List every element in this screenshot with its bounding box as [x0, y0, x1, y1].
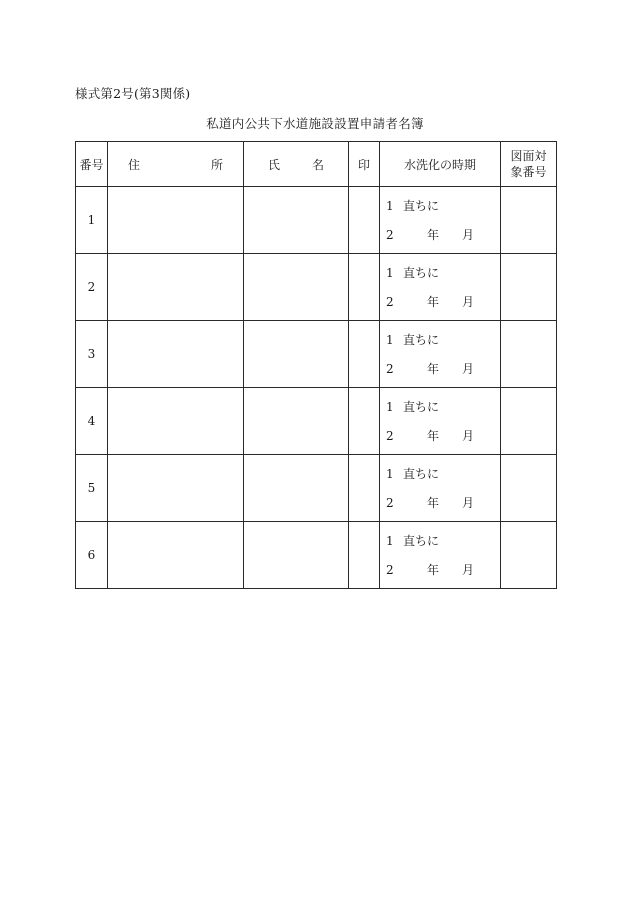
timing-cell[interactable]	[380, 254, 501, 321]
row-number: 1	[76, 187, 108, 254]
header-map-ref-label: 図面対象番号	[510, 149, 547, 179]
name-cell[interactable]	[244, 187, 349, 254]
seal-cell[interactable]	[349, 388, 380, 455]
header-row	[76, 142, 557, 187]
option-1-number: 1	[386, 533, 394, 548]
row-number: 2	[76, 254, 108, 321]
timing-option-immediately	[386, 526, 500, 555]
option-2-year: 年	[427, 429, 440, 443]
seal-cell[interactable]	[349, 455, 380, 522]
table-row	[76, 455, 557, 522]
option-1-number: 1	[386, 399, 394, 414]
timing-cell[interactable]	[380, 187, 501, 254]
option-2-number: 2	[386, 294, 394, 309]
address-cell[interactable]	[108, 254, 244, 321]
header-number: 番号	[76, 142, 108, 187]
map-ref-cell[interactable]	[501, 321, 557, 388]
option-2-number: 2	[386, 428, 394, 443]
option-2-year: 年	[427, 228, 440, 242]
seal-cell[interactable]	[349, 187, 380, 254]
timing-option-immediately	[386, 325, 500, 354]
table-row	[76, 187, 557, 254]
timing-option-date	[386, 488, 500, 517]
header-name-char-2: 名	[311, 157, 324, 172]
option-2-year: 年	[427, 496, 440, 510]
timing-option-date	[386, 287, 500, 316]
option-2-number: 2	[386, 495, 394, 510]
row-number: 5	[76, 455, 108, 522]
option-1-number: 1	[386, 265, 394, 280]
option-2-month: 月	[462, 362, 475, 376]
option-1-text: 直ちに	[403, 266, 440, 280]
timing-option-immediately	[386, 258, 500, 287]
option-2-month: 月	[462, 295, 475, 309]
timing-option-date	[386, 354, 500, 383]
option-1-number: 1	[386, 198, 394, 213]
header-address	[108, 142, 244, 187]
address-cell[interactable]	[108, 388, 244, 455]
name-cell[interactable]	[244, 522, 349, 589]
option-1-text: 直ちに	[403, 467, 440, 481]
name-cell[interactable]	[244, 388, 349, 455]
option-1-number: 1	[386, 332, 394, 347]
option-2-year: 年	[427, 295, 440, 309]
timing-option-immediately	[386, 459, 500, 488]
address-cell[interactable]	[108, 187, 244, 254]
option-1-text: 直ちに	[403, 333, 440, 347]
map-ref-cell[interactable]	[501, 254, 557, 321]
timing-cell[interactable]	[380, 388, 501, 455]
table-row	[76, 254, 557, 321]
header-address-char-1: 住	[128, 157, 141, 172]
name-cell[interactable]	[244, 455, 349, 522]
header-name	[244, 142, 349, 187]
option-1-text: 直ちに	[403, 534, 440, 548]
header-name-char-1: 氏	[268, 157, 281, 172]
option-2-month: 月	[462, 228, 475, 242]
timing-option-date	[386, 555, 500, 584]
row-number: 6	[76, 522, 108, 589]
row-number: 3	[76, 321, 108, 388]
row-number: 4	[76, 388, 108, 455]
applicant-register-table	[75, 141, 557, 589]
seal-cell[interactable]	[349, 522, 380, 589]
option-1-text: 直ちに	[403, 400, 440, 414]
address-cell[interactable]	[108, 321, 244, 388]
header-address-char-2: 所	[210, 157, 223, 172]
map-ref-cell[interactable]	[501, 522, 557, 589]
map-ref-cell[interactable]	[501, 187, 557, 254]
timing-option-date	[386, 220, 500, 249]
map-ref-cell[interactable]	[501, 388, 557, 455]
option-2-number: 2	[386, 227, 394, 242]
form-number: 様式第2号(第3関係)	[75, 86, 191, 101]
document-title: 私道内公共下水道施設設置申請者名簿	[206, 116, 424, 131]
header-seal: 印	[349, 142, 380, 187]
option-2-month: 月	[462, 496, 475, 510]
option-2-year: 年	[427, 362, 440, 376]
timing-option-date	[386, 421, 500, 450]
option-1-number: 1	[386, 466, 394, 481]
address-cell[interactable]	[108, 455, 244, 522]
timing-option-immediately	[386, 191, 500, 220]
timing-cell[interactable]	[380, 522, 501, 589]
seal-cell[interactable]	[349, 254, 380, 321]
option-2-number: 2	[386, 562, 394, 577]
option-1-text: 直ちに	[403, 199, 440, 213]
option-2-number: 2	[386, 361, 394, 376]
header-timing: 水洗化の時期	[380, 142, 501, 187]
header-map-ref	[501, 142, 557, 187]
option-2-year: 年	[427, 563, 440, 577]
seal-cell[interactable]	[349, 321, 380, 388]
address-cell[interactable]	[108, 522, 244, 589]
option-2-month: 月	[462, 563, 475, 577]
name-cell[interactable]	[244, 254, 349, 321]
timing-cell[interactable]	[380, 455, 501, 522]
name-cell[interactable]	[244, 321, 349, 388]
option-2-month: 月	[462, 429, 475, 443]
table-row	[76, 321, 557, 388]
table-row	[76, 522, 557, 589]
timing-cell[interactable]	[380, 321, 501, 388]
map-ref-cell[interactable]	[501, 455, 557, 522]
table-row	[76, 388, 557, 455]
timing-option-immediately	[386, 392, 500, 421]
